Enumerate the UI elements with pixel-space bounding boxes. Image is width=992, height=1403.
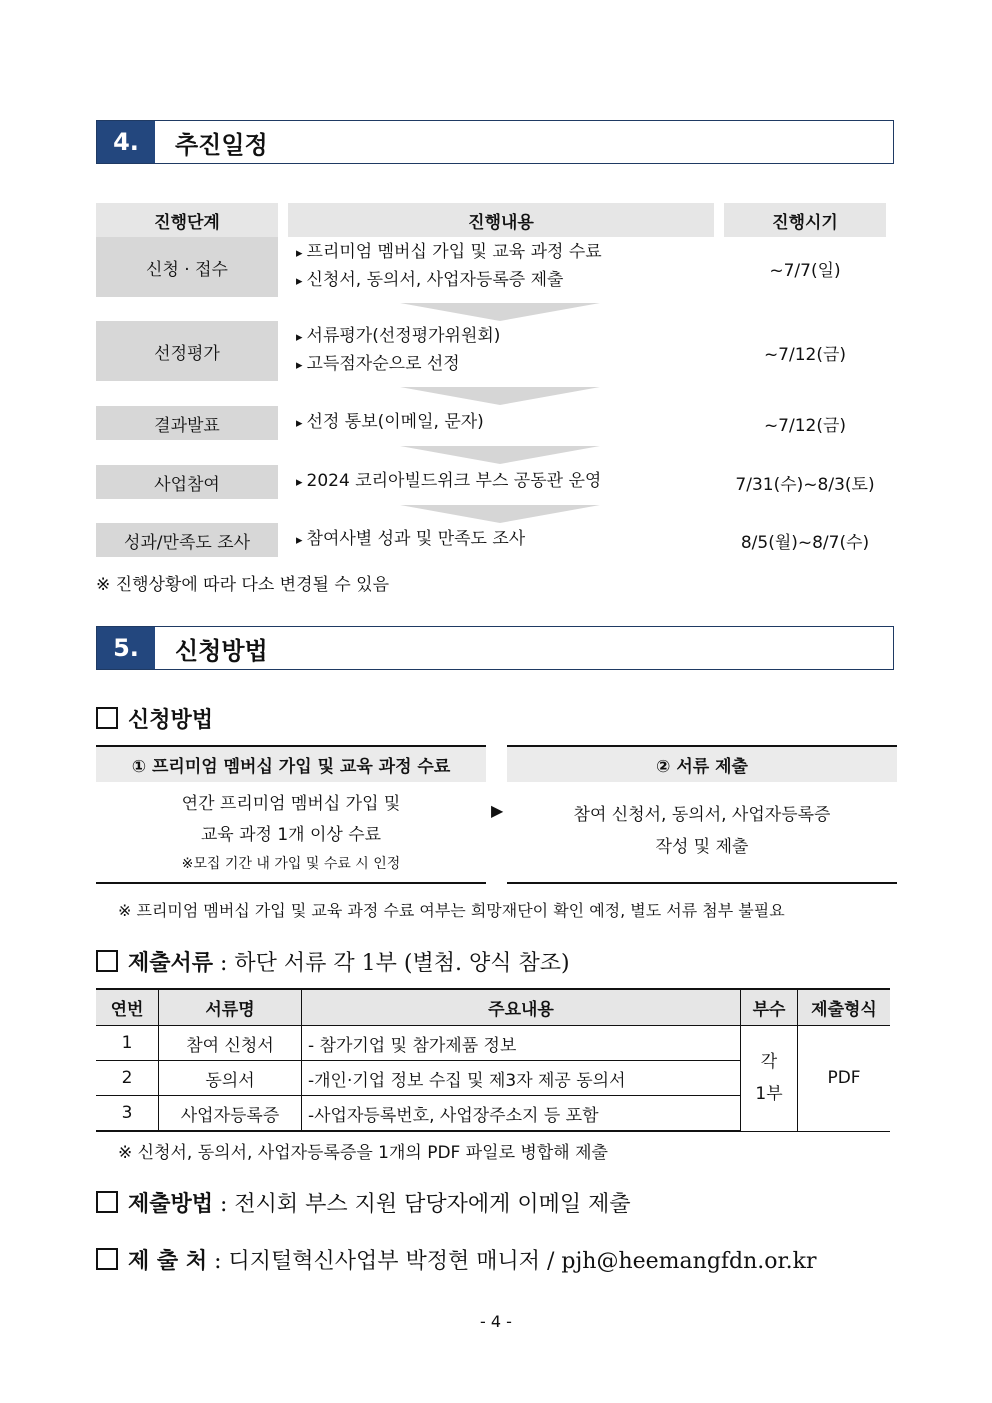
schedule-item: ▸ 서류평가(선정평가위원회)	[296, 323, 500, 351]
step1-small-note: ※모집 기간 내 가입 및 수료 시 인정	[181, 856, 401, 872]
step2-line: 작성 및 제출	[655, 837, 749, 857]
step2-line: 참여 신청서, 동의서, 사업자등록증	[573, 805, 831, 825]
schedule-item: ▸ 선정 통보(이메일, 문자)	[296, 409, 484, 437]
schedule-time: ~7/12(금)	[763, 416, 847, 436]
apply-note: ※ 프리미엄 멤버십 가입 및 교육 과정 수료 여부는 희망재단이 확인 예정, 별도 서류 첨부 불필요	[118, 901, 785, 920]
section-number: 5.	[97, 627, 155, 669]
schedule-time: 7/31(수)~8/3(토)	[735, 475, 875, 495]
checkbox-square-icon	[96, 1191, 118, 1213]
schedule-content	[296, 468, 601, 496]
section-5-header	[96, 626, 894, 670]
table-header-row	[96, 989, 890, 1026]
schedule-stage: 성과/만족도 조사	[96, 523, 278, 557]
schedule-time: ~7/7(일)	[769, 261, 841, 281]
schedule-time: 8/5(월)~8/7(수)	[740, 533, 870, 553]
schedule-stage: 결과발표	[96, 406, 278, 440]
col-no: 연번	[96, 989, 159, 1026]
schedule-stage: 신청 · 접수	[96, 237, 278, 297]
schedule-item: ▸ 고득점자순으로 선정	[296, 351, 500, 379]
docs-note: ※ 신청서, 동의서, 사업자등록증을 1개의 PDF 파일로 병합해 제출	[118, 1143, 608, 1163]
section-number: 4.	[97, 121, 155, 163]
step2-body	[507, 780, 897, 884]
col-content: 주요내용	[302, 989, 741, 1026]
schedule-item: ▸ 참여사별 성과 및 만족도 조사	[296, 526, 525, 554]
cell-name: 동의서	[159, 1061, 302, 1096]
table-row	[96, 1026, 890, 1061]
cell-name: 사업자등록증	[159, 1096, 302, 1132]
checkbox-square-icon	[96, 950, 118, 972]
col-copies: 부수	[741, 989, 798, 1026]
step1-title: ① 프리미엄 멤버십 가입 및 교육 과정 수료	[96, 745, 486, 782]
step-down-arrow-icon	[400, 446, 600, 464]
step2-title: ② 서류 제출	[507, 745, 897, 782]
schedule-time: ~7/12(금)	[763, 345, 847, 365]
schedule-header-time: 진행시기	[724, 203, 886, 237]
apply-heading: 신청방법	[96, 703, 213, 734]
cell-no: 2	[96, 1061, 159, 1096]
submit-method: 제출방법 : 전시회 부스 지원 담당자에게 이메일 제출	[96, 1187, 631, 1218]
page-number: - 4 -	[480, 1312, 512, 1331]
schedule-content	[296, 409, 484, 437]
step1-line: 교육 과정 1개 이상 수료	[200, 825, 382, 845]
cell-name: 참여 신청서	[159, 1026, 302, 1061]
schedule-content	[296, 526, 525, 554]
step1-line: 연간 프리미엄 멤버십 가입 및	[181, 794, 401, 814]
cell-no: 3	[96, 1096, 159, 1132]
submit-to: 제 출 처 : 디지털혁신사업부 박정현 매니저 / pjh@heemangfdn.or.kr	[96, 1244, 816, 1275]
step-arrow-icon: ▶	[491, 801, 504, 820]
cell-no: 1	[96, 1026, 159, 1061]
step-down-arrow-icon	[400, 505, 600, 523]
step-down-arrow-icon	[400, 303, 600, 321]
schedule-item: ▸ 2024 코리아빌드위크 부스 공동관 운영	[296, 468, 601, 496]
schedule-header-content: 진행내용	[288, 203, 714, 237]
schedule-item: ▸ 프리미엄 멤버십 가입 및 교육 과정 수료	[296, 239, 602, 267]
section-title: 신청방법	[175, 636, 268, 665]
schedule-stage: 사업참여	[96, 465, 278, 499]
documents-table	[96, 988, 890, 1132]
schedule-content	[296, 323, 500, 379]
col-format: 제출형식	[798, 989, 891, 1026]
schedule-header-stage: 진행단계	[96, 203, 278, 237]
schedule-content	[296, 239, 602, 295]
checkbox-square-icon	[96, 707, 118, 729]
cell-content: -개인·기업 정보 수집 및 제3자 제공 동의서	[302, 1061, 741, 1096]
schedule-item: ▸ 신청서, 동의서, 사업자등록증 제출	[296, 267, 602, 295]
section-4-header	[96, 120, 894, 164]
docs-heading: 제출서류 : 하단 서류 각 1부 (별첨. 양식 참조)	[96, 946, 570, 977]
col-name: 서류명	[159, 989, 302, 1026]
schedule-note: ※ 진행상황에 따라 다소 변경될 수 있음	[96, 575, 389, 595]
copies-line: 각	[760, 1052, 778, 1073]
checkbox-square-icon	[96, 1248, 118, 1270]
step1-body	[96, 780, 486, 884]
cell-format: PDF	[798, 1026, 891, 1132]
cell-copies	[741, 1026, 798, 1132]
section-title: 추진일정	[175, 130, 268, 159]
cell-content: -사업자등록번호, 사업장주소지 등 포함	[302, 1096, 741, 1132]
copies-line: 1부	[755, 1084, 783, 1105]
step-down-arrow-icon	[400, 387, 600, 405]
schedule-stage: 선정평가	[96, 321, 278, 381]
cell-content: - 참가기업 및 참가제품 정보	[302, 1026, 741, 1061]
